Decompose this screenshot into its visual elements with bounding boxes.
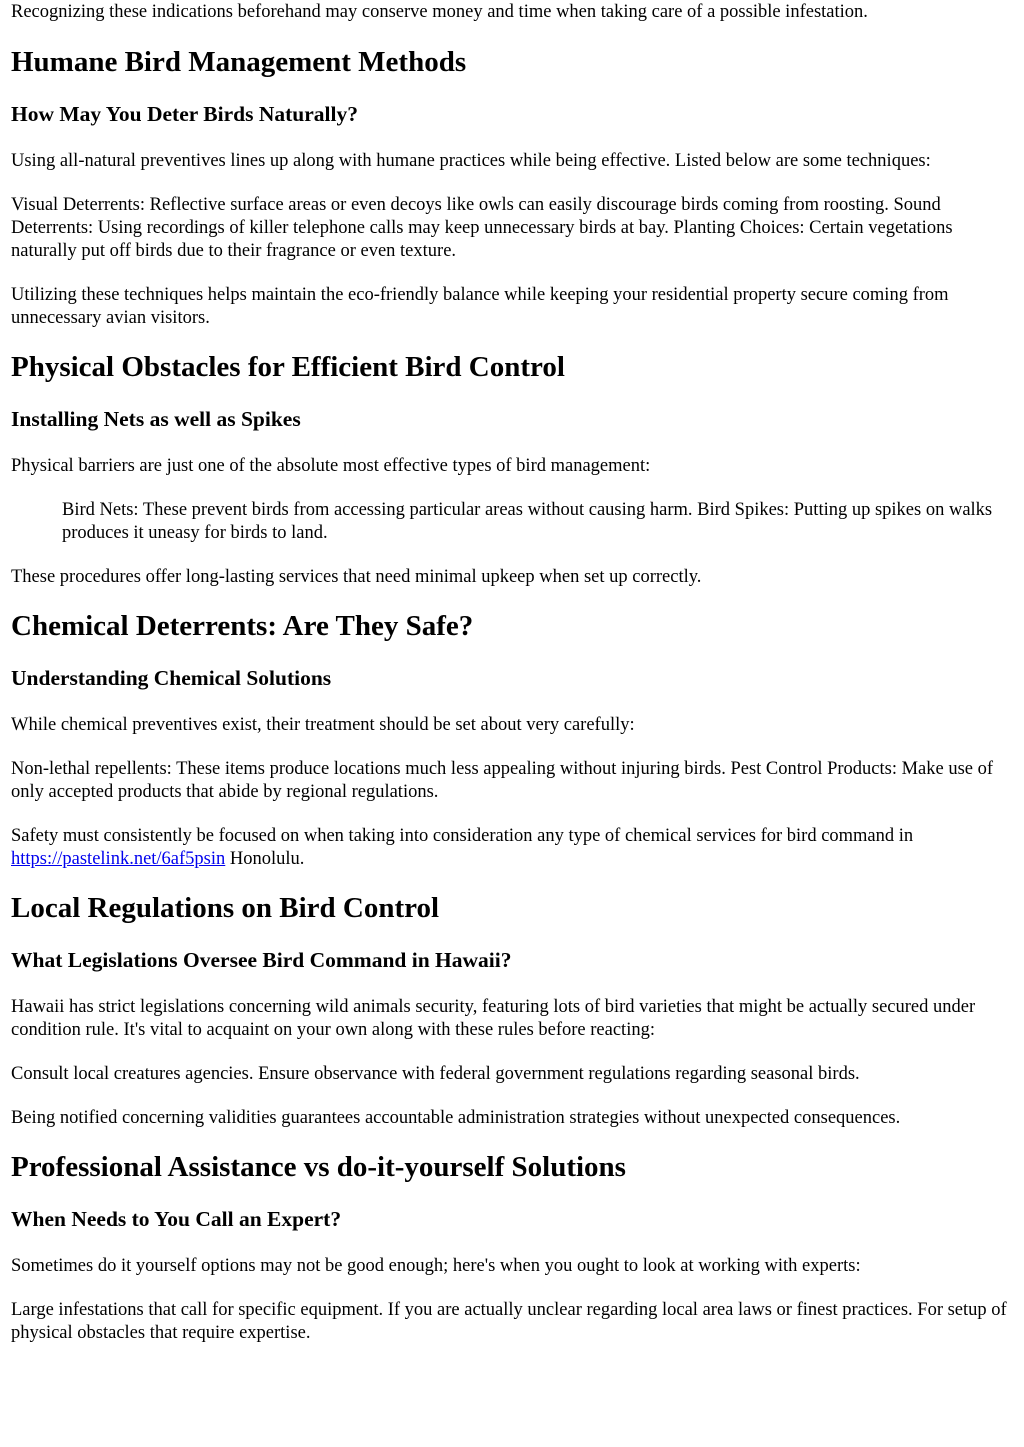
article xyxy=(0,1,1011,1345)
chemical-paragraph-2: Non-lethal repellents: These items produce locations much less appealing without injuring birds. Pest Control Products: Make use of only accepted products that abide by regional regulations. xyxy=(11,759,994,802)
local-paragraph-1: Hawaii has strict legislations concerning wild animals security, featuring lots of bird varieties that might be actually secured under condition rule. It's vital to acquaint on your own along with these rules before reacting: xyxy=(11,997,976,1040)
subheading-call-an-expert: When Needs to You Call an Expert? xyxy=(11,1207,342,1231)
chemical-paragraph-3-text-after: Honolulu. xyxy=(225,849,305,869)
heading-chemical-deterrents: Chemical Deterrents: Are They Safe? xyxy=(11,610,474,642)
chemical-paragraph-3-text-before: Safety must consistently be focused on when taking into consideration any type of chemical services for bird command in xyxy=(11,826,914,846)
local-paragraph-3: Being notified concerning validities guarantees accountable administration strategies without unexpected consequences. xyxy=(11,1108,901,1128)
physical-quote-text: Bird Nets: These prevent birds from accessing particular areas without causing harm. Bird Spikes: Putting up spikes on walks produces it uneasy for birds to land. xyxy=(62,500,993,543)
humane-paragraph-1: Using all-natural preventives lines up along with humane practices while being effective. Listed below are some techniques: xyxy=(11,151,931,171)
local-paragraph-2: Consult local creatures agencies. Ensure observance with federal government regulations regarding seasonal birds. xyxy=(11,1064,860,1084)
professional-paragraph-2: Large infestations that call for specific equipment. If you are actually unclear regarding local area laws or finest practices. For setup of physical obstacles that require expertise. xyxy=(11,1300,1007,1343)
subheading-chemical-solutions: Understanding Chemical Solutions xyxy=(11,666,332,690)
chemical-paragraph-1: While chemical preventives exist, their treatment should be set about very carefully: xyxy=(11,715,635,735)
subheading-nets-and-spikes: Installing Nets as well as Spikes xyxy=(11,407,301,431)
humane-paragraph-2: Visual Deterrents: Reflective surface areas or even decoys like owls can easily discourage birds coming from roosting. Sound Deterrents: Using recordings of killer telephone calls may keep unnecessary birds at bay. Planting Choices: Certain vegetations naturally put off birds due to their fragrance or even texture. xyxy=(11,195,953,261)
intro-paragraph: Recognizing these indications beforehand may conserve money and time when taking care of a possible infestation. xyxy=(11,2,868,22)
pastelink-link[interactable]: https://pastelink.net/6af5psin xyxy=(11,849,226,869)
chemical-paragraph-3 xyxy=(11,825,1011,871)
subheading-deter-birds-naturally: How May You Deter Birds Naturally? xyxy=(11,102,358,126)
humane-paragraph-3: Utilizing these techniques helps maintain the eco-friendly balance while keeping your residential property secure coming from unnecessary avian visitors. xyxy=(11,285,949,328)
physical-blockquote xyxy=(11,499,1011,545)
heading-humane-bird-management: Humane Bird Management Methods xyxy=(11,46,467,78)
physical-paragraph-2: These procedures offer long-lasting services that need minimal upkeep when set up correctly. xyxy=(11,567,702,587)
heading-local-regulations: Local Regulations on Bird Control xyxy=(11,892,440,924)
subheading-hawaii-legislations: What Legislations Oversee Bird Command in Hawaii? xyxy=(11,948,512,972)
heading-physical-obstacles: Physical Obstacles for Efficient Bird Control xyxy=(11,351,565,383)
heading-professional-assistance: Professional Assistance vs do-it-yourself Solutions xyxy=(11,1151,626,1183)
professional-paragraph-1: Sometimes do it yourself options may not be good enough; here's when you ought to look at working with experts: xyxy=(11,1256,861,1276)
physical-paragraph-1: Physical barriers are just one of the absolute most effective types of bird management: xyxy=(11,456,651,476)
